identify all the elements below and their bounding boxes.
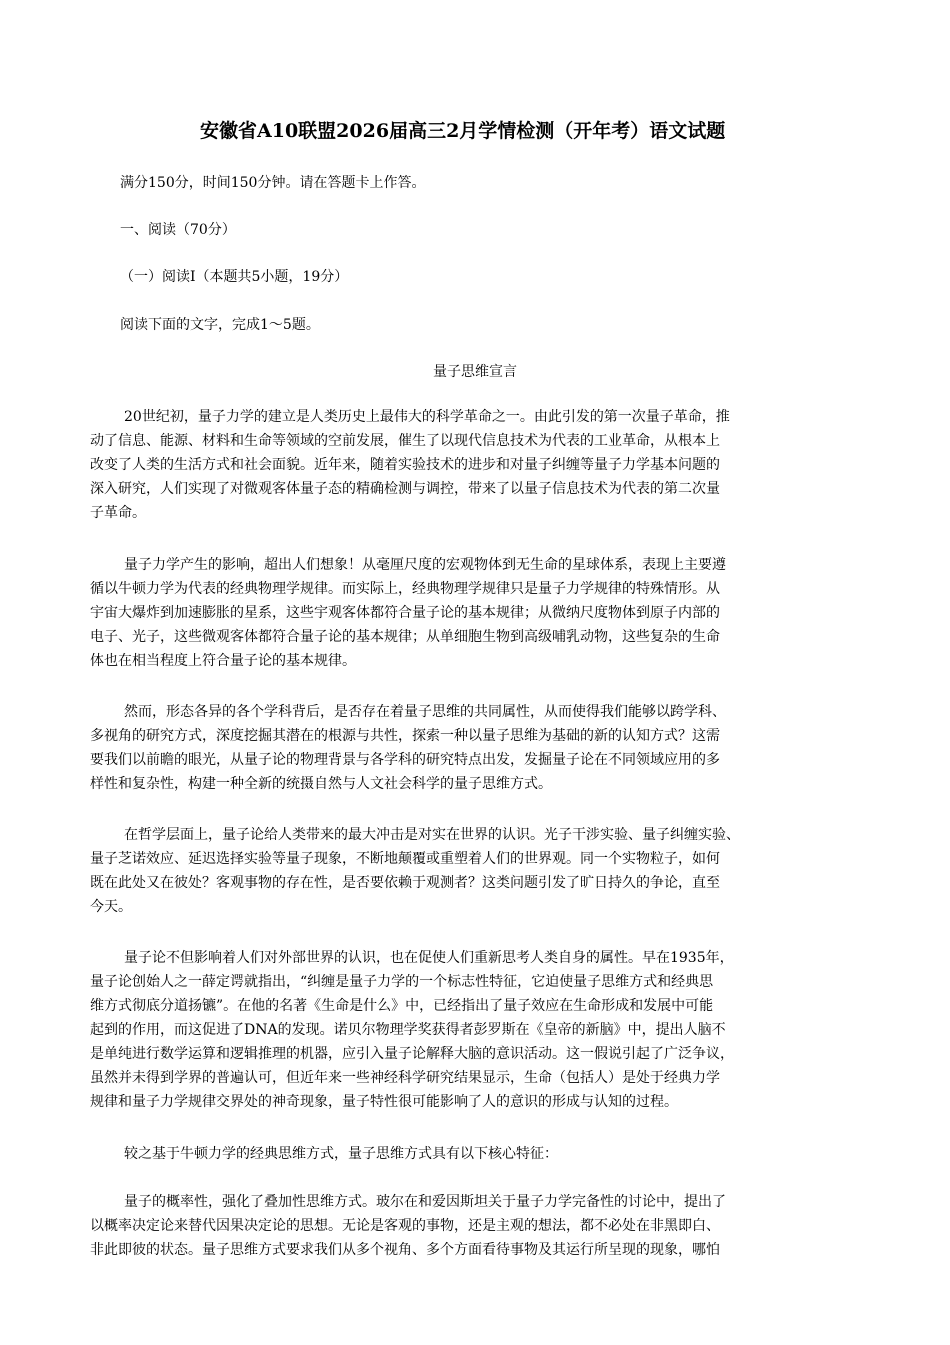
- paragraph-line: 起到的作用，而这促进了DNA的发现。诺贝尔物理学奖获得者彭罗斯在《皇帝的新脑》中，提出人脑不: [90, 1022, 726, 1038]
- paragraph-line: 样性和复杂性，构建一种全新的统摄自然与人文社会科学的量子思维方式。: [90, 776, 552, 792]
- paragraph-line: 以概率决定论来替代因果决定论的思想。无论是客观的事物，还是主观的想法，都不必处在非黑即白、: [90, 1218, 720, 1234]
- paragraph-line: 规律和量子力学规律交界处的神奇现象，量子特性很可能影响了人的意识的形成与认知的过程。: [90, 1094, 678, 1110]
- paragraph-line: 既在此处又在彼处？客观事物的存在性，是否要依赖于观测者？这类问题引发了旷日持久的争论，直至: [90, 875, 720, 891]
- subsection-heading: （一）阅读I（本题共5小题，19分）: [120, 269, 349, 285]
- paragraph-line: 维方式彻底分道扬镳”。在他的名著《生命是什么》中，已经指出了量子效应在生命形成和发展中可能: [90, 998, 714, 1014]
- reading-instruction: 阅读下面的文字，完成1～5题。: [120, 317, 320, 333]
- paragraph-line: 非此即彼的状态。量子思维方式要求我们从多个视角、多个方面看待事物及其运行所呈现的现象，哪怕: [90, 1242, 720, 1258]
- paragraph-7: [90, 1190, 872, 1262]
- paragraph-line: 电子、光子，这些微观客体都符合量子论的基本规律；从单细胞生物到高级哺乳动物，这些复杂的生命: [90, 629, 720, 645]
- paragraph-line: 量子论不但影响着人们对外部世界的认识，也在促使人们重新思考人类自身的属性。早在1935年，: [124, 950, 734, 966]
- paragraph-5: [90, 946, 872, 1114]
- paragraph-line: 然而，形态各异的各个学科背后，是否存在着量子思维的共同属性，从而使得我们能够以跨学科、: [124, 704, 726, 720]
- paragraph-1: [90, 405, 872, 525]
- paragraph-line: 量子论创始人之一薛定谔就指出，“纠缠是量子力学的一个标志性特征，它迫使量子思维方式和经典思: [90, 974, 714, 990]
- paragraph-line: 体也在相当程度上符合量子论的基本规律。: [90, 653, 356, 669]
- paragraph-3: [90, 700, 872, 796]
- paragraph-line: 量子芝诺效应、延迟选择实验等量子现象，不断地颠覆或重塑着人们的世界观。同一个实物粒子，如何: [90, 851, 720, 867]
- paragraph-line: 深入研究，人们实现了对微观客体量子态的精确检测与调控，带来了以量子信息技术为代表的第二次量: [90, 481, 720, 497]
- paragraph-line: 要我们以前瞻的眼光，从量子论的物理背景与各学科的研究特点出发，发掘量子论在不同领域应用的多: [90, 752, 720, 768]
- paragraph-4: [90, 823, 872, 919]
- article-title: 量子思维宣言: [433, 364, 517, 380]
- paragraph-line: 量子的概率性，强化了叠加性思维方式。玻尔在和爱因斯坦关于量子力学完备性的讨论中，提出了: [124, 1194, 726, 1210]
- paragraph-6: [90, 1142, 872, 1166]
- paragraph-line: 循以牛顿力学为代表的经典物理学规律。而实际上，经典物理学规律只是量子力学规律的特殊情形。从: [90, 581, 720, 597]
- paragraph-line: 20世纪初，量子力学的建立是人类历史上最伟大的科学革命之一。由此引发的第一次量子革命，推: [124, 409, 730, 425]
- paragraph-line: 虽然并未得到学界的普遍认可，但近年来一些神经科学研究结果显示，生命（包括人）是处于经典力学: [90, 1070, 720, 1086]
- paragraph-line: 动了信息、能源、材料和生命等领域的空前发展，催生了以现代信息技术为代表的工业革命，从根本上: [90, 433, 720, 449]
- paragraph-line: 改变了人类的生活方式和社会面貌。近年来，随着实验技术的进步和对量子纠缠等量子力学基本问题的: [90, 457, 720, 473]
- paragraph-line: 量子力学产生的影响，超出人们想象！从毫厘尺度的宏观物体到无生命的星球体系，表现上主要遵: [124, 557, 726, 573]
- paragraph-line: 多视角的研究方式，深度挖掘其潜在的根源与共性，探索一种以量子思维为基础的新的认知方式？这需: [90, 728, 720, 744]
- paragraph-line: 今天。: [90, 899, 132, 915]
- paragraph-line: 较之基于牛顿力学的经典思维方式，量子思维方式具有以下核心特征：: [124, 1146, 558, 1162]
- paragraph-line: 子革命。: [90, 505, 146, 521]
- section-heading: 一、阅读（70分）: [120, 222, 236, 238]
- paragraph-line: 是单纯进行数学运算和逻辑推理的机器，应引入量子论解释大脑的意识活动。这一假说引起了广泛争议，: [90, 1046, 734, 1062]
- exam-intro: 满分150分，时间150分钟。请在答题卡上作答。: [120, 175, 426, 191]
- paragraph-2: [90, 553, 872, 673]
- document-title: 安徽省A10联盟2026届高三2月学情检测（开年考）语文试题: [200, 120, 726, 142]
- paragraph-line: 在哲学层面上，量子论给人类带来的最大冲击是对实在世界的认识。光子干涉实验、量子纠缠实验、: [124, 827, 740, 843]
- paragraph-line: 宇宙大爆炸到加速膨胀的星系，这些宇观客体都符合量子论的基本规律；从微纳尺度物体到原子内部的: [90, 605, 720, 621]
